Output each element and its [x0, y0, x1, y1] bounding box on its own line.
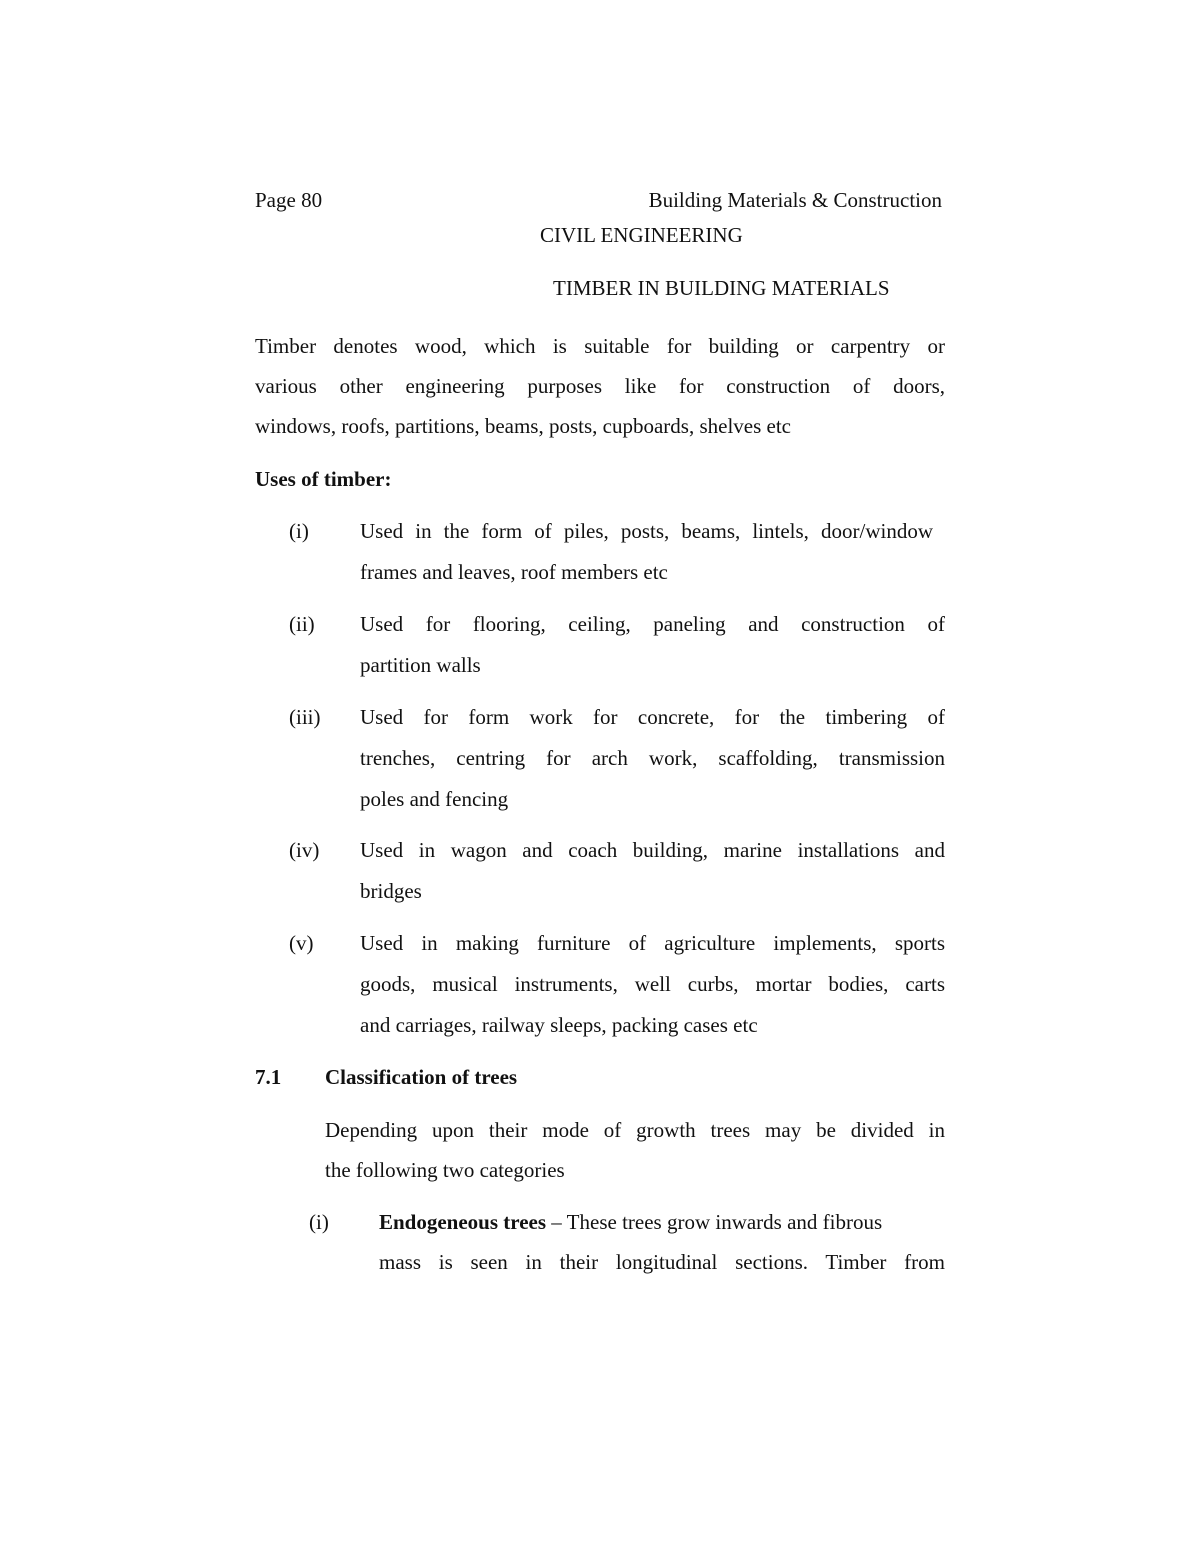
list-item-line: goods, musical instruments, well curbs, mortar bodies, carts: [360, 972, 945, 996]
list-item-line: Used in the form of piles, posts, beams, lintels, door/window: [360, 519, 933, 543]
chapter-title: TIMBER IN BUILDING MATERIALS: [553, 276, 890, 300]
page-number: Page 80: [255, 188, 323, 212]
term-definition: These trees grow inwards and fibrous: [566, 1210, 883, 1234]
list-item-line: Used in making furniture of agriculture implements, sports: [360, 931, 945, 955]
uses-heading: Uses of timber:: [255, 467, 392, 491]
classification-line: mass is seen in their longitudinal sections. Timber from: [379, 1250, 945, 1274]
term-name: Endogeneous trees: [379, 1210, 547, 1234]
intro-line: various other engineering purposes like for construction of doors,: [255, 374, 945, 398]
list-item-line: frames and leaves, roof members etc: [360, 560, 668, 584]
subject-heading: CIVIL ENGINEERING: [540, 223, 743, 247]
section-number: 7.1: [255, 1065, 282, 1089]
list-item-line: Used for form work for concrete, for the timbering of: [360, 705, 945, 729]
book-title: Building Materials & Construction: [648, 188, 942, 212]
section-title: Classification of trees: [325, 1065, 518, 1089]
classification-line: [379, 1212, 882, 1233]
list-marker: (iii): [289, 705, 321, 729]
list-item-line: bridges: [360, 879, 422, 903]
section-paragraph-line: Depending upon their mode of growth trees may be divided in: [325, 1118, 945, 1142]
intro-line: windows, roofs, partitions, beams, posts, cupboards, shelves etc: [255, 414, 792, 438]
list-marker: (i): [309, 1210, 329, 1234]
list-item-line: poles and fencing: [360, 787, 509, 811]
list-marker: (ii): [289, 612, 315, 636]
list-item-line: Used for flooring, ceiling, paneling and construction of: [360, 612, 945, 636]
intro-line: Timber denotes wood, which is suitable for building or carpentry or: [255, 334, 945, 358]
list-item-line: and carriages, railway sleeps, packing cases etc: [360, 1013, 758, 1037]
list-item-line: Used in wagon and coach building, marine installations and: [360, 838, 945, 862]
list-item-line: partition walls: [360, 653, 481, 677]
list-item-line: trenches, centring for arch work, scaffolding, transmission: [360, 746, 945, 770]
list-marker: (v): [289, 931, 314, 955]
list-marker: (iv): [289, 838, 320, 862]
section-paragraph-line: the following two categories: [325, 1158, 565, 1182]
term-dash: –: [546, 1210, 567, 1234]
list-marker: (i): [289, 519, 309, 543]
